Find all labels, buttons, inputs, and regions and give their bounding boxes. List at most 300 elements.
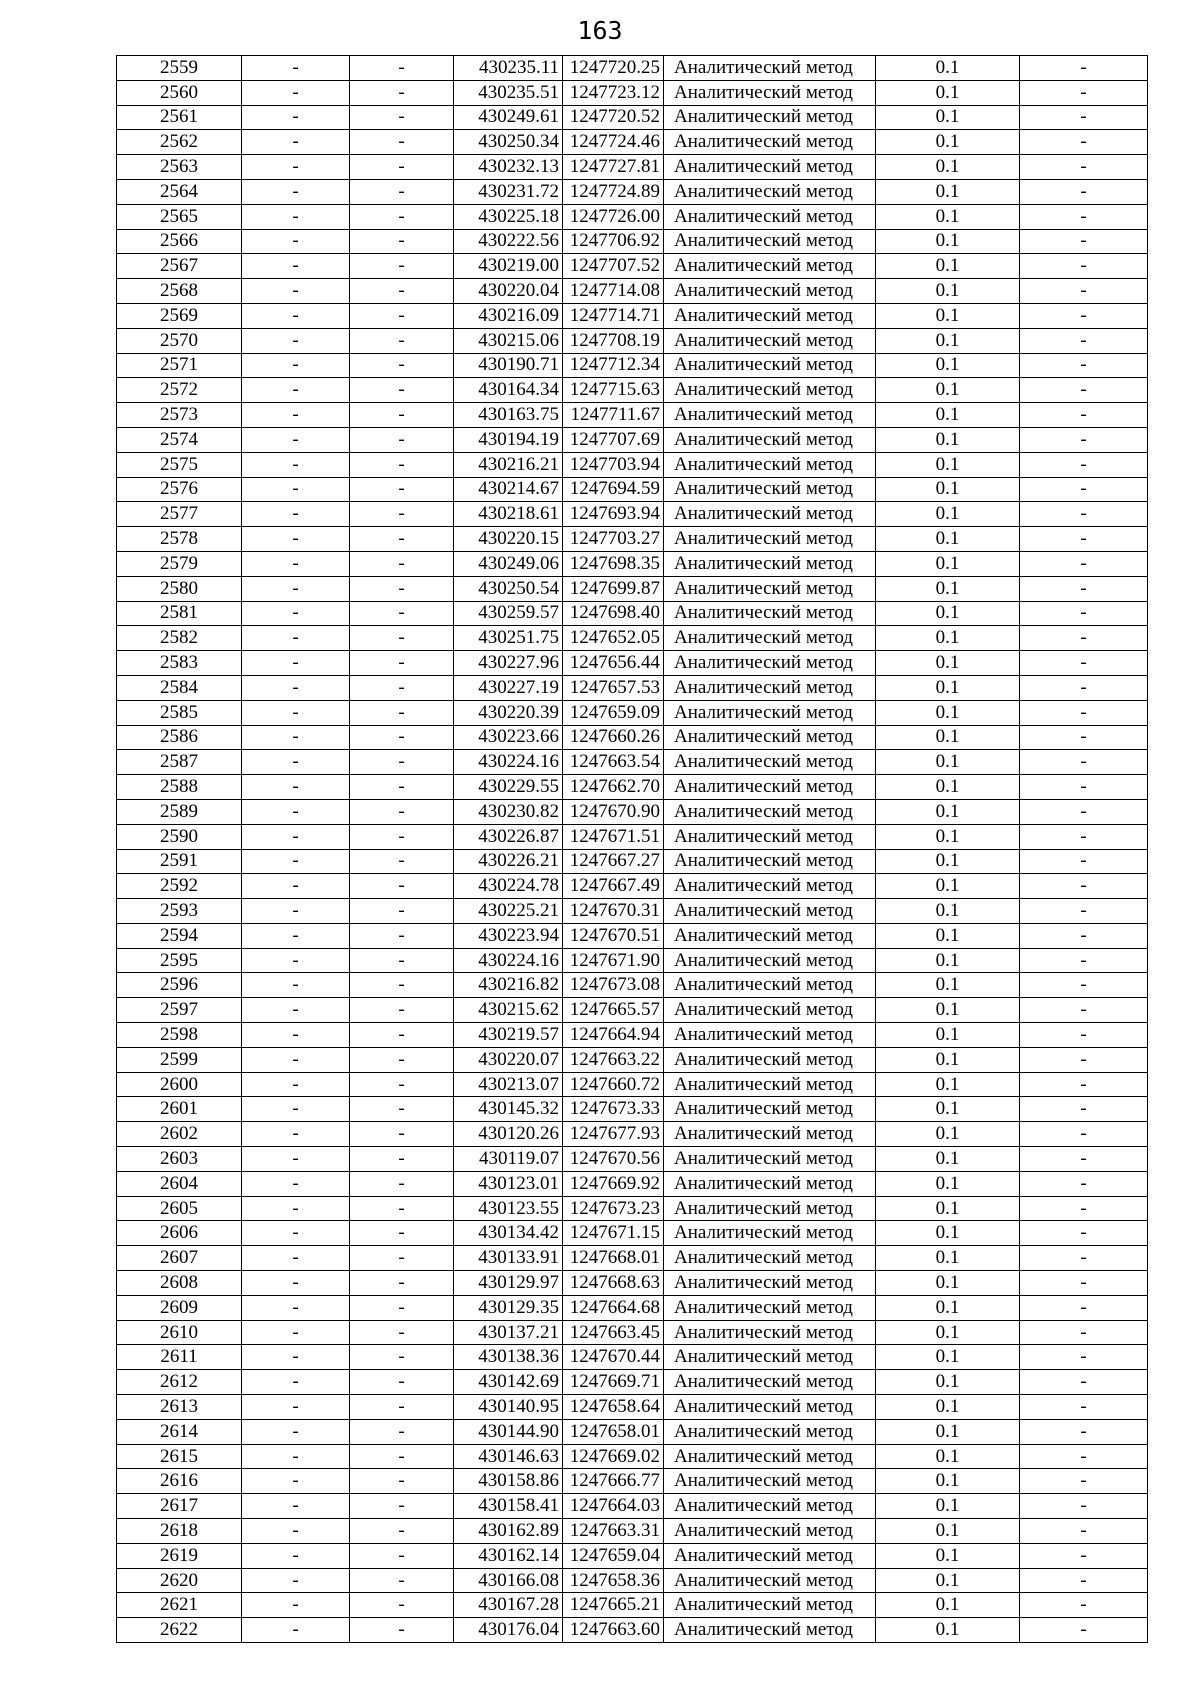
x-coordinate-cell: 430215.06 <box>454 328 563 353</box>
table-row <box>117 799 1148 824</box>
method-cell: Аналитический метод <box>664 1122 876 1147</box>
dash-cell-a: - <box>242 1295 350 1320</box>
dash-cell-c: - <box>1020 1320 1148 1345</box>
dash-cell-c: - <box>1020 923 1148 948</box>
dash-cell-b: - <box>350 403 454 428</box>
x-coordinate-cell: 430220.15 <box>454 527 563 552</box>
method-cell: Аналитический метод <box>664 179 876 204</box>
point-number-cell: 2570 <box>117 328 242 353</box>
y-coordinate-cell: 1247664.03 <box>563 1494 664 1519</box>
table-row <box>117 1593 1148 1618</box>
table-row <box>117 1147 1148 1172</box>
method-cell: Аналитический метод <box>664 1395 876 1420</box>
y-coordinate-cell: 1247652.05 <box>563 626 664 651</box>
dash-cell-a: - <box>242 651 350 676</box>
x-coordinate-cell: 430215.62 <box>454 998 563 1023</box>
dash-cell-a: - <box>242 948 350 973</box>
dash-cell-c: - <box>1020 725 1148 750</box>
dash-cell-a: - <box>242 1221 350 1246</box>
dash-cell-c: - <box>1020 899 1148 924</box>
dash-cell-c: - <box>1020 105 1148 130</box>
dash-cell-a: - <box>242 1370 350 1395</box>
dash-cell-a: - <box>242 179 350 204</box>
dash-cell-b: - <box>350 105 454 130</box>
table-body <box>117 56 1148 1643</box>
point-number-cell: 2593 <box>117 899 242 924</box>
accuracy-cell: 0.1 <box>876 551 1020 576</box>
x-coordinate-cell: 430137.21 <box>454 1320 563 1345</box>
accuracy-cell: 0.1 <box>876 874 1020 899</box>
y-coordinate-cell: 1247723.12 <box>563 80 664 105</box>
point-number-cell: 2567 <box>117 254 242 279</box>
table-row <box>117 56 1148 81</box>
method-cell: Аналитический метод <box>664 80 876 105</box>
method-cell: Аналитический метод <box>664 1519 876 1544</box>
point-number-cell: 2580 <box>117 576 242 601</box>
dash-cell-b: - <box>350 601 454 626</box>
dash-cell-a: - <box>242 1320 350 1345</box>
point-number-cell: 2577 <box>117 502 242 527</box>
dash-cell-b: - <box>350 1395 454 1420</box>
accuracy-cell: 0.1 <box>876 1395 1020 1420</box>
table-row <box>117 155 1148 180</box>
table-row <box>117 1469 1148 1494</box>
dash-cell-b: - <box>350 328 454 353</box>
table-row <box>117 899 1148 924</box>
x-coordinate-cell: 430129.35 <box>454 1295 563 1320</box>
y-coordinate-cell: 1247669.92 <box>563 1171 664 1196</box>
method-cell: Аналитический метод <box>664 328 876 353</box>
point-number-cell: 2617 <box>117 1494 242 1519</box>
y-coordinate-cell: 1247670.56 <box>563 1147 664 1172</box>
x-coordinate-cell: 430134.42 <box>454 1221 563 1246</box>
point-number-cell: 2609 <box>117 1295 242 1320</box>
dash-cell-c: - <box>1020 303 1148 328</box>
point-number-cell: 2620 <box>117 1568 242 1593</box>
dash-cell-b: - <box>350 378 454 403</box>
dash-cell-c: - <box>1020 527 1148 552</box>
dash-cell-b: - <box>350 502 454 527</box>
dash-cell-b: - <box>350 353 454 378</box>
method-cell: Аналитический метод <box>664 601 876 626</box>
dash-cell-c: - <box>1020 1543 1148 1568</box>
y-coordinate-cell: 1247714.71 <box>563 303 664 328</box>
x-coordinate-cell: 430224.16 <box>454 948 563 973</box>
dash-cell-a: - <box>242 477 350 502</box>
point-number-cell: 2621 <box>117 1593 242 1618</box>
dash-cell-b: - <box>350 1122 454 1147</box>
dash-cell-a: - <box>242 80 350 105</box>
dash-cell-c: - <box>1020 651 1148 676</box>
accuracy-cell: 0.1 <box>876 179 1020 204</box>
x-coordinate-cell: 430259.57 <box>454 601 563 626</box>
dash-cell-a: - <box>242 973 350 998</box>
dash-cell-b: - <box>350 874 454 899</box>
point-number-cell: 2612 <box>117 1370 242 1395</box>
x-coordinate-cell: 430249.06 <box>454 551 563 576</box>
dash-cell-b: - <box>350 1221 454 1246</box>
dash-cell-a: - <box>242 700 350 725</box>
dash-cell-b: - <box>350 824 454 849</box>
x-coordinate-cell: 430120.26 <box>454 1122 563 1147</box>
dash-cell-a: - <box>242 502 350 527</box>
method-cell: Аналитический метод <box>664 353 876 378</box>
table-row <box>117 700 1148 725</box>
table-row <box>117 1370 1148 1395</box>
accuracy-cell: 0.1 <box>876 651 1020 676</box>
table-row <box>117 973 1148 998</box>
x-coordinate-cell: 430220.39 <box>454 700 563 725</box>
y-coordinate-cell: 1247708.19 <box>563 328 664 353</box>
method-cell: Аналитический метод <box>664 923 876 948</box>
dash-cell-a: - <box>242 56 350 81</box>
dash-cell-a: - <box>242 899 350 924</box>
y-coordinate-cell: 1247677.93 <box>563 1122 664 1147</box>
point-number-cell: 2591 <box>117 849 242 874</box>
accuracy-cell: 0.1 <box>876 849 1020 874</box>
table-row <box>117 576 1148 601</box>
dash-cell-a: - <box>242 1271 350 1296</box>
dash-cell-a: - <box>242 1543 350 1568</box>
point-number-cell: 2572 <box>117 378 242 403</box>
y-coordinate-cell: 1247673.33 <box>563 1097 664 1122</box>
y-coordinate-cell: 1247711.67 <box>563 403 664 428</box>
point-number-cell: 2599 <box>117 1047 242 1072</box>
dash-cell-b: - <box>350 477 454 502</box>
method-cell: Аналитический метод <box>664 973 876 998</box>
y-coordinate-cell: 1247720.52 <box>563 105 664 130</box>
method-cell: Аналитический метод <box>664 1320 876 1345</box>
dash-cell-b: - <box>350 279 454 304</box>
dash-cell-c: - <box>1020 502 1148 527</box>
method-cell: Аналитический метод <box>664 403 876 428</box>
point-number-cell: 2613 <box>117 1395 242 1420</box>
y-coordinate-cell: 1247658.36 <box>563 1568 664 1593</box>
table-row <box>117 775 1148 800</box>
y-coordinate-cell: 1247670.44 <box>563 1345 664 1370</box>
y-coordinate-cell: 1247726.00 <box>563 204 664 229</box>
dash-cell-c: - <box>1020 1618 1148 1643</box>
y-coordinate-cell: 1247671.51 <box>563 824 664 849</box>
dash-cell-a: - <box>242 378 350 403</box>
point-number-cell: 2587 <box>117 750 242 775</box>
y-coordinate-cell: 1247698.35 <box>563 551 664 576</box>
method-cell: Аналитический метод <box>664 675 876 700</box>
y-coordinate-cell: 1247670.90 <box>563 799 664 824</box>
dash-cell-a: - <box>242 204 350 229</box>
accuracy-cell: 0.1 <box>876 1593 1020 1618</box>
dash-cell-a: - <box>242 527 350 552</box>
x-coordinate-cell: 430220.07 <box>454 1047 563 1072</box>
point-number-cell: 2573 <box>117 403 242 428</box>
x-coordinate-cell: 430249.61 <box>454 105 563 130</box>
table-row <box>117 725 1148 750</box>
method-cell: Аналитический метод <box>664 1419 876 1444</box>
dash-cell-a: - <box>242 403 350 428</box>
y-coordinate-cell: 1247669.02 <box>563 1444 664 1469</box>
x-coordinate-cell: 430133.91 <box>454 1246 563 1271</box>
point-number-cell: 2571 <box>117 353 242 378</box>
point-number-cell: 2610 <box>117 1320 242 1345</box>
x-coordinate-cell: 430224.16 <box>454 750 563 775</box>
dash-cell-c: - <box>1020 675 1148 700</box>
method-cell: Аналитический метод <box>664 1295 876 1320</box>
dash-cell-a: - <box>242 1469 350 1494</box>
point-number-cell: 2566 <box>117 229 242 254</box>
method-cell: Аналитический метод <box>664 1147 876 1172</box>
accuracy-cell: 0.1 <box>876 1543 1020 1568</box>
dash-cell-c: - <box>1020 750 1148 775</box>
y-coordinate-cell: 1247707.52 <box>563 254 664 279</box>
method-cell: Аналитический метод <box>664 1221 876 1246</box>
dash-cell-a: - <box>242 1494 350 1519</box>
table-row <box>117 303 1148 328</box>
point-number-cell: 2559 <box>117 56 242 81</box>
method-cell: Аналитический метод <box>664 1072 876 1097</box>
table-row <box>117 1519 1148 1544</box>
method-cell: Аналитический метод <box>664 750 876 775</box>
dash-cell-a: - <box>242 874 350 899</box>
method-cell: Аналитический метод <box>664 824 876 849</box>
dash-cell-a: - <box>242 155 350 180</box>
accuracy-cell: 0.1 <box>876 403 1020 428</box>
method-cell: Аналитический метод <box>664 576 876 601</box>
dash-cell-b: - <box>350 775 454 800</box>
table-row <box>117 923 1148 948</box>
table-row <box>117 1023 1148 1048</box>
point-number-cell: 2606 <box>117 1221 242 1246</box>
accuracy-cell: 0.1 <box>876 229 1020 254</box>
method-cell: Аналитический метод <box>664 700 876 725</box>
accuracy-cell: 0.1 <box>876 155 1020 180</box>
dash-cell-a: - <box>242 229 350 254</box>
point-number-cell: 2569 <box>117 303 242 328</box>
accuracy-cell: 0.1 <box>876 1519 1020 1544</box>
dash-cell-b: - <box>350 651 454 676</box>
y-coordinate-cell: 1247668.63 <box>563 1271 664 1296</box>
accuracy-cell: 0.1 <box>876 1047 1020 1072</box>
dash-cell-b: - <box>350 1271 454 1296</box>
table-row <box>117 1345 1148 1370</box>
dash-cell-c: - <box>1020 1370 1148 1395</box>
point-number-cell: 2560 <box>117 80 242 105</box>
point-number-cell: 2574 <box>117 427 242 452</box>
table-row <box>117 601 1148 626</box>
table-row <box>117 551 1148 576</box>
point-number-cell: 2578 <box>117 527 242 552</box>
dash-cell-c: - <box>1020 279 1148 304</box>
x-coordinate-cell: 430226.87 <box>454 824 563 849</box>
point-number-cell: 2622 <box>117 1618 242 1643</box>
table-row <box>117 824 1148 849</box>
dash-cell-c: - <box>1020 1519 1148 1544</box>
accuracy-cell: 0.1 <box>876 303 1020 328</box>
dash-cell-a: - <box>242 824 350 849</box>
method-cell: Аналитический метод <box>664 1196 876 1221</box>
accuracy-cell: 0.1 <box>876 1568 1020 1593</box>
method-cell: Аналитический метод <box>664 279 876 304</box>
accuracy-cell: 0.1 <box>876 279 1020 304</box>
accuracy-cell: 0.1 <box>876 1122 1020 1147</box>
point-number-cell: 2564 <box>117 179 242 204</box>
table-row <box>117 179 1148 204</box>
dash-cell-b: - <box>350 1047 454 1072</box>
y-coordinate-cell: 1247670.51 <box>563 923 664 948</box>
x-coordinate-cell: 430250.34 <box>454 130 563 155</box>
table-row <box>117 279 1148 304</box>
dash-cell-a: - <box>242 1345 350 1370</box>
y-coordinate-cell: 1247715.63 <box>563 378 664 403</box>
dash-cell-a: - <box>242 1122 350 1147</box>
accuracy-cell: 0.1 <box>876 105 1020 130</box>
accuracy-cell: 0.1 <box>876 328 1020 353</box>
x-coordinate-cell: 430225.21 <box>454 899 563 924</box>
dash-cell-c: - <box>1020 1593 1148 1618</box>
dash-cell-a: - <box>242 105 350 130</box>
y-coordinate-cell: 1247673.08 <box>563 973 664 998</box>
method-cell: Аналитический метод <box>664 254 876 279</box>
dash-cell-b: - <box>350 427 454 452</box>
dash-cell-c: - <box>1020 998 1148 1023</box>
accuracy-cell: 0.1 <box>876 1419 1020 1444</box>
x-coordinate-cell: 430167.28 <box>454 1593 563 1618</box>
dash-cell-a: - <box>242 1395 350 1420</box>
method-cell: Аналитический метод <box>664 1345 876 1370</box>
y-coordinate-cell: 1247720.25 <box>563 56 664 81</box>
table-row <box>117 1271 1148 1296</box>
dash-cell-c: - <box>1020 254 1148 279</box>
dash-cell-a: - <box>242 1618 350 1643</box>
table-row <box>117 1097 1148 1122</box>
dash-cell-c: - <box>1020 576 1148 601</box>
dash-cell-b: - <box>350 626 454 651</box>
accuracy-cell: 0.1 <box>876 1295 1020 1320</box>
dash-cell-a: - <box>242 1246 350 1271</box>
point-number-cell: 2607 <box>117 1246 242 1271</box>
table-row <box>117 1295 1148 1320</box>
method-cell: Аналитический метод <box>664 1171 876 1196</box>
x-coordinate-cell: 430230.82 <box>454 799 563 824</box>
table-row <box>117 477 1148 502</box>
dash-cell-b: - <box>350 1023 454 1048</box>
accuracy-cell: 0.1 <box>876 1196 1020 1221</box>
method-cell: Аналитический метод <box>664 378 876 403</box>
table-row <box>117 427 1148 452</box>
table-row <box>117 651 1148 676</box>
point-number-cell: 2616 <box>117 1469 242 1494</box>
y-coordinate-cell: 1247712.34 <box>563 353 664 378</box>
x-coordinate-cell: 430226.21 <box>454 849 563 874</box>
table-row <box>117 328 1148 353</box>
accuracy-cell: 0.1 <box>876 750 1020 775</box>
dash-cell-c: - <box>1020 775 1148 800</box>
x-coordinate-cell: 430229.55 <box>454 775 563 800</box>
x-coordinate-cell: 430225.18 <box>454 204 563 229</box>
accuracy-cell: 0.1 <box>876 427 1020 452</box>
dash-cell-b: - <box>350 1196 454 1221</box>
dash-cell-c: - <box>1020 1444 1148 1469</box>
accuracy-cell: 0.1 <box>876 130 1020 155</box>
dash-cell-c: - <box>1020 824 1148 849</box>
method-cell: Аналитический метод <box>664 1246 876 1271</box>
accuracy-cell: 0.1 <box>876 204 1020 229</box>
method-cell: Аналитический метод <box>664 1047 876 1072</box>
point-number-cell: 2602 <box>117 1122 242 1147</box>
x-coordinate-cell: 430223.66 <box>454 725 563 750</box>
dash-cell-c: - <box>1020 948 1148 973</box>
dash-cell-c: - <box>1020 328 1148 353</box>
y-coordinate-cell: 1247667.27 <box>563 849 664 874</box>
dash-cell-b: - <box>350 849 454 874</box>
y-coordinate-cell: 1247656.44 <box>563 651 664 676</box>
dash-cell-b: - <box>350 1147 454 1172</box>
y-coordinate-cell: 1247694.59 <box>563 477 664 502</box>
y-coordinate-cell: 1247663.54 <box>563 750 664 775</box>
table-row <box>117 1221 1148 1246</box>
dash-cell-b: - <box>350 998 454 1023</box>
dash-cell-a: - <box>242 279 350 304</box>
coordinates-table <box>116 55 1148 1643</box>
point-number-cell: 2562 <box>117 130 242 155</box>
dash-cell-a: - <box>242 130 350 155</box>
dash-cell-b: - <box>350 576 454 601</box>
method-cell: Аналитический метод <box>664 998 876 1023</box>
dash-cell-b: - <box>350 1519 454 1544</box>
x-coordinate-cell: 430216.82 <box>454 973 563 998</box>
y-coordinate-cell: 1247724.46 <box>563 130 664 155</box>
dash-cell-a: - <box>242 254 350 279</box>
accuracy-cell: 0.1 <box>876 1618 1020 1643</box>
accuracy-cell: 0.1 <box>876 378 1020 403</box>
x-coordinate-cell: 430235.11 <box>454 56 563 81</box>
method-cell: Аналитический метод <box>664 651 876 676</box>
table-row <box>117 1419 1148 1444</box>
accuracy-cell: 0.1 <box>876 353 1020 378</box>
dash-cell-a: - <box>242 427 350 452</box>
point-number-cell: 2618 <box>117 1519 242 1544</box>
x-coordinate-cell: 430129.97 <box>454 1271 563 1296</box>
accuracy-cell: 0.1 <box>876 973 1020 998</box>
accuracy-cell: 0.1 <box>876 1320 1020 1345</box>
dash-cell-b: - <box>350 923 454 948</box>
y-coordinate-cell: 1247714.08 <box>563 279 664 304</box>
dash-cell-a: - <box>242 1171 350 1196</box>
table-row <box>117 1395 1148 1420</box>
point-number-cell: 2597 <box>117 998 242 1023</box>
method-cell: Аналитический метод <box>664 551 876 576</box>
y-coordinate-cell: 1247671.15 <box>563 1221 664 1246</box>
x-coordinate-cell: 430144.90 <box>454 1419 563 1444</box>
dash-cell-b: - <box>350 1618 454 1643</box>
accuracy-cell: 0.1 <box>876 254 1020 279</box>
y-coordinate-cell: 1247724.89 <box>563 179 664 204</box>
dash-cell-c: - <box>1020 204 1148 229</box>
dash-cell-b: - <box>350 1295 454 1320</box>
table-row <box>117 1171 1148 1196</box>
dash-cell-b: - <box>350 155 454 180</box>
x-coordinate-cell: 430119.07 <box>454 1147 563 1172</box>
point-number-cell: 2603 <box>117 1147 242 1172</box>
accuracy-cell: 0.1 <box>876 1494 1020 1519</box>
dash-cell-b: - <box>350 1444 454 1469</box>
point-number-cell: 2583 <box>117 651 242 676</box>
table-row <box>117 1047 1148 1072</box>
dash-cell-c: - <box>1020 1246 1148 1271</box>
method-cell: Аналитический метод <box>664 56 876 81</box>
x-coordinate-cell: 430194.19 <box>454 427 563 452</box>
dash-cell-c: - <box>1020 1345 1148 1370</box>
y-coordinate-cell: 1247664.94 <box>563 1023 664 1048</box>
